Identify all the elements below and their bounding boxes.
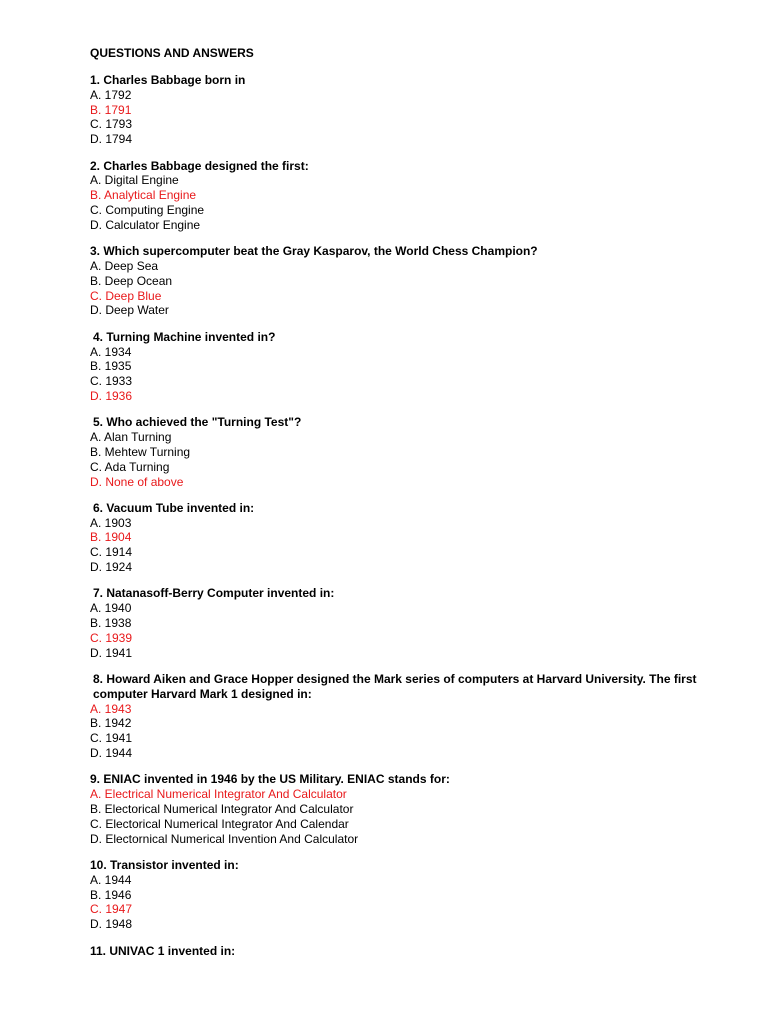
document-title: QUESTIONS AND ANSWERS bbox=[90, 46, 254, 60]
question-text: 2. Charles Babbage designed the first: bbox=[90, 158, 309, 173]
correct-answer-option: C. 1947 bbox=[90, 902, 133, 917]
answer-option: A. 1940 bbox=[90, 601, 132, 616]
correct-answer-option: D. 1936 bbox=[90, 388, 133, 403]
answer-option: D. Calculator Engine bbox=[90, 217, 201, 232]
answer-option: A. 1944 bbox=[90, 872, 132, 887]
answer-option: D. Deep Water bbox=[90, 303, 169, 318]
answer-option: B. 1935 bbox=[90, 359, 132, 374]
answer-option: B. Electorical Numerical Integrator And Calculator bbox=[90, 802, 354, 817]
answer-option: A. 1903 bbox=[90, 515, 132, 530]
answer-option: C. Ada Turning bbox=[90, 459, 170, 474]
question-block bbox=[90, 586, 710, 660]
answer-option: A. Deep Sea bbox=[90, 258, 159, 273]
question-block bbox=[90, 501, 710, 575]
answer-option: B. 1942 bbox=[90, 716, 132, 731]
answer-option: C. 1793 bbox=[90, 117, 133, 132]
answer-option: A. 1934 bbox=[90, 344, 132, 359]
question-text: 11. UNIVAC 1 invented in: bbox=[90, 943, 236, 958]
correct-answer-option: C. 1939 bbox=[90, 630, 133, 645]
answer-option: D. 1948 bbox=[90, 917, 133, 932]
answer-option: D. 1944 bbox=[90, 746, 133, 761]
question-text: 9. ENIAC invented in 1946 by the US Military. ENIAC stands for: bbox=[90, 772, 450, 787]
question-block bbox=[90, 330, 710, 404]
question-text: 10. Transistor invented in: bbox=[90, 858, 239, 872]
question-text: 5. Who achieved the "Turning Test"? bbox=[93, 415, 302, 430]
correct-answer-option: B. Analytical Engine bbox=[90, 188, 197, 203]
answer-option: B. Deep Ocean bbox=[90, 273, 173, 288]
correct-answer-option: A. 1943 bbox=[90, 701, 132, 716]
correct-answer-option: B. 1904 bbox=[90, 530, 132, 545]
question-block bbox=[90, 244, 710, 318]
correct-answer-option: D. None of above bbox=[90, 474, 184, 489]
answer-option: D. 1924 bbox=[90, 560, 133, 575]
question-block bbox=[90, 159, 710, 233]
question-block bbox=[90, 73, 710, 147]
question-block bbox=[90, 415, 710, 489]
answer-option: B. 1946 bbox=[90, 887, 132, 902]
question-list bbox=[90, 73, 710, 958]
question-block bbox=[90, 858, 710, 932]
answer-option: A. Alan Turning bbox=[90, 430, 172, 445]
correct-answer-option: A. Electrical Numerical Integrator And Calculator bbox=[90, 787, 347, 802]
question-text: 1. Charles Babbage born in bbox=[90, 73, 246, 87]
answer-option: C. Computing Engine bbox=[90, 202, 205, 217]
question-block bbox=[90, 772, 710, 846]
answer-option: C. Electorical Numerical Integrator And Calendar bbox=[90, 816, 349, 831]
document-page bbox=[90, 46, 710, 970]
correct-answer-option: C. Deep Blue bbox=[90, 288, 162, 303]
question-block bbox=[90, 672, 710, 761]
answer-option: D. 1794 bbox=[90, 132, 133, 147]
question-text: 8. Howard Aiken and Grace Hopper designed the Mark series of computers at Harvard University. The first computer Harvard Mark 1 designed in: bbox=[93, 672, 697, 701]
answer-option: C. 1914 bbox=[90, 545, 133, 560]
question-text: 7. Natanasoff-Berry Computer invented in: bbox=[93, 586, 335, 601]
answer-option: D. 1941 bbox=[90, 645, 133, 660]
answer-option: B. Mehtew Turning bbox=[90, 444, 191, 459]
question-block bbox=[90, 944, 710, 959]
question-text: 4. Turning Machine invented in? bbox=[93, 329, 276, 344]
answer-option: C. 1941 bbox=[90, 731, 133, 746]
answer-option: C. 1933 bbox=[90, 374, 133, 389]
question-text: 6. Vacuum Tube invented in: bbox=[93, 500, 255, 515]
answer-option: B. 1938 bbox=[90, 616, 132, 631]
answer-option: A. 1792 bbox=[90, 87, 132, 102]
answer-option: D. Electornical Numerical Invention And Calculator bbox=[90, 831, 359, 846]
answer-option: A. Digital Engine bbox=[90, 173, 179, 188]
correct-answer-option: B. 1791 bbox=[90, 102, 132, 117]
question-text: 3. Which supercomputer beat the Gray Kasparov, the World Chess Champion? bbox=[90, 244, 538, 259]
